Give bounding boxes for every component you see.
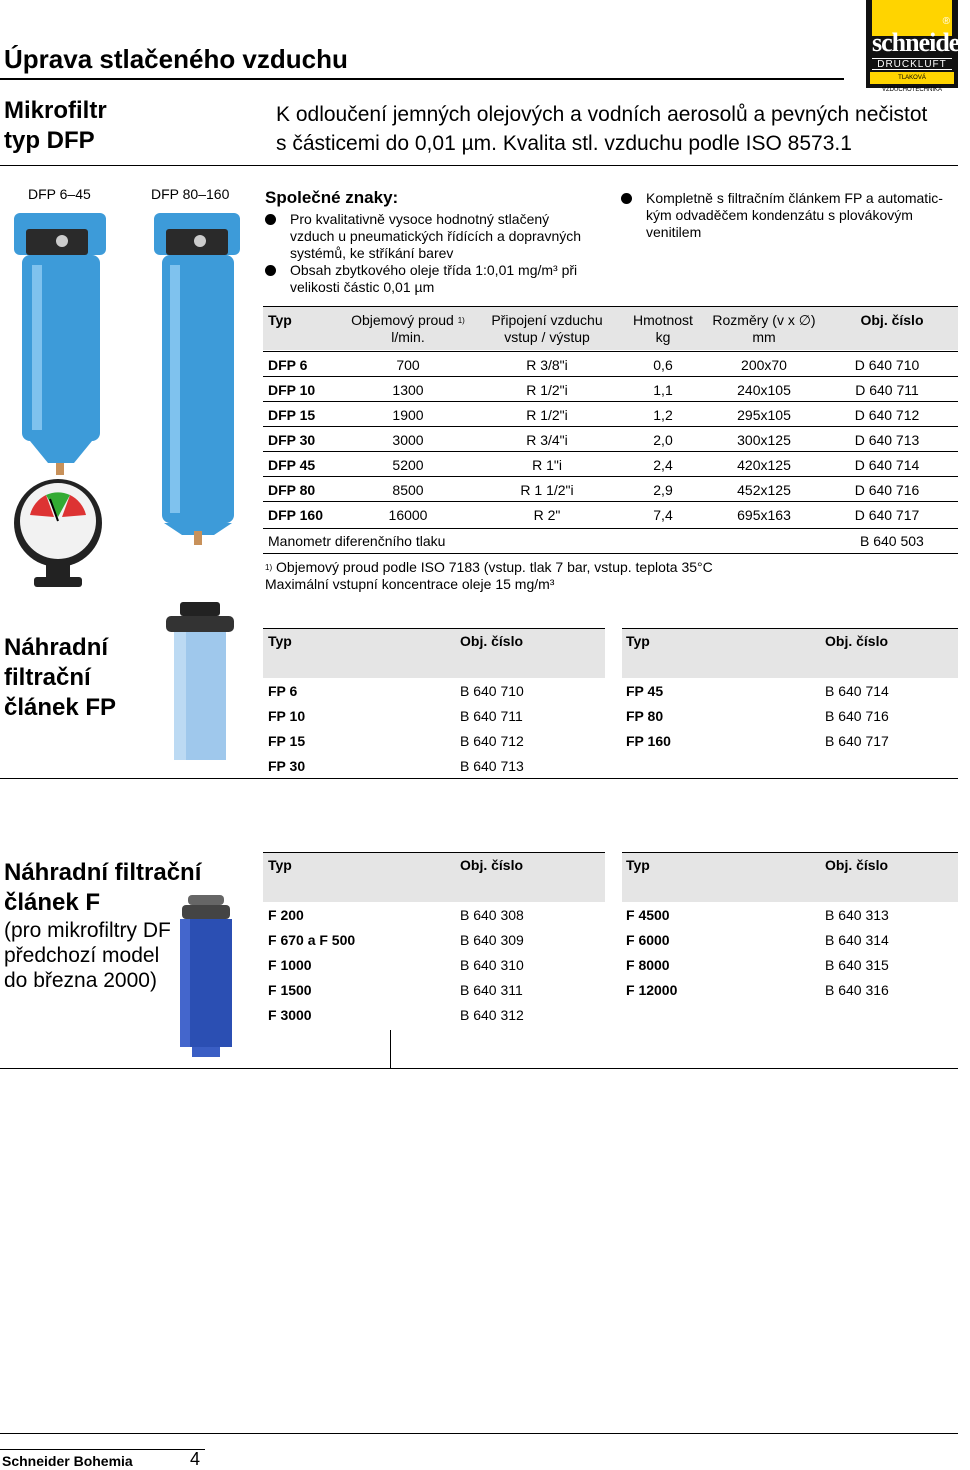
table-row-connection: R 1"i xyxy=(532,457,562,473)
table-row-order: D 640 712 xyxy=(854,407,920,423)
section2-title-3: článek FP xyxy=(4,694,117,721)
section2-title-1: Náhradní xyxy=(4,634,109,661)
table-row-typ: DFP 15 xyxy=(268,407,316,423)
table-row-weight: 2,0 xyxy=(653,432,673,448)
logo-sub2: TLAKOVÁ VZDUCHOTECHNIKA xyxy=(870,72,954,84)
table-row-divider xyxy=(263,426,958,427)
table-row-divider xyxy=(263,401,958,402)
table-row-dimensions: 200x70 xyxy=(741,357,787,373)
image-label-large: DFP 80–160 xyxy=(151,186,230,202)
table-row-connection: R 3/8"i xyxy=(526,357,568,373)
table-row-flow: 3000 xyxy=(392,432,424,448)
table-row-connection: R 3/4"i xyxy=(526,432,568,448)
footnote-2: Maximální vstupní koncentrace oleje 15 mg/m³ xyxy=(265,576,555,592)
fp-row-order: B 640 710 xyxy=(460,683,524,699)
section3-title-2: článek F xyxy=(4,889,101,916)
footer-company: Schneider Bohemia xyxy=(2,1453,133,1469)
table-row-connection: R 1 1/2"i xyxy=(520,482,574,498)
table-row-connection: R 2" xyxy=(533,507,561,523)
bullet-dot xyxy=(265,214,276,225)
table-row-divider xyxy=(263,451,958,452)
f-row-order-b: B 640 314 xyxy=(825,932,889,948)
schneider-logo xyxy=(866,0,970,93)
f-row-typ-b: F 8000 xyxy=(626,957,670,973)
table-row-weight: 7,4 xyxy=(653,507,673,523)
logo-wordmark: schneider xyxy=(872,28,970,57)
f-row-order: B 640 312 xyxy=(460,1007,524,1023)
bullet-text: Pro kvalitativně vysoce hodnotný stlačený xyxy=(290,211,550,227)
fp-col-typ: Typ xyxy=(268,633,292,649)
table-row-dimensions: 300x125 xyxy=(737,432,791,448)
fp-cartridge-icon xyxy=(180,602,220,616)
table-row-order: D 640 716 xyxy=(854,482,920,498)
table-row-dimensions: 452x125 xyxy=(737,482,791,498)
logo-sub: DRUCKLUFT xyxy=(872,58,952,70)
table-row-dimensions: 240x105 xyxy=(737,382,791,398)
f-row-order: B 640 311 xyxy=(460,982,523,998)
col-connection-sub: vstup / výstup xyxy=(504,329,590,345)
f-row-typ-b: F 12000 xyxy=(626,982,678,998)
fp-row-order-b: B 640 714 xyxy=(825,683,889,699)
page-title: Úprava stlačeného vzduchu xyxy=(4,44,348,74)
table-row-weight: 2,4 xyxy=(653,457,673,473)
table-row-order: D 640 714 xyxy=(854,457,920,473)
table-row-flow: 8500 xyxy=(392,482,424,498)
fp-row-order-b: B 640 717 xyxy=(825,733,889,749)
f-cartridge-icon xyxy=(188,895,224,905)
fp-row-order-b: B 640 716 xyxy=(825,708,889,724)
col-dimensions-unit: mm xyxy=(752,329,776,345)
bullet-text: Kompletně s filtračním článkem FP a automatic- xyxy=(646,190,943,206)
table-row-dimensions: 420x125 xyxy=(737,457,791,473)
title-rule xyxy=(0,78,844,80)
table-row-connection: R 1/2"i xyxy=(526,407,568,423)
table-row-order: D 640 710 xyxy=(854,357,920,373)
table-row-typ: DFP 45 xyxy=(268,457,316,473)
bullet-text: systémů, ke stříkání barev xyxy=(290,245,454,261)
fp-cartridge-image xyxy=(160,598,240,768)
footnote-1: $^{1)}$ Objemový proud podle ISO 7183 (vstup. tlak 7 bar, vstup. teplota 35°C xyxy=(265,559,713,575)
table-row-divider xyxy=(263,351,958,352)
image-label-small: DFP 6–45 xyxy=(28,186,91,202)
section1-title-1: Mikrofiltr xyxy=(4,97,107,124)
col-flow: Objemový proud $^{1)}$ xyxy=(351,312,465,328)
table-row-order: D 640 711 xyxy=(855,382,919,398)
bullet-dot xyxy=(621,193,632,204)
table-row-flow: 5200 xyxy=(392,457,424,473)
page-number: 4 xyxy=(190,1449,201,1469)
f-row-typ-b: F 6000 xyxy=(626,932,670,948)
section2-title-2: filtrační xyxy=(4,664,91,691)
table-row-flow: 700 xyxy=(396,357,420,373)
f-row-typ: F 1000 xyxy=(268,957,312,973)
table-row-flow: 1900 xyxy=(392,407,424,423)
f-row-order-b: B 640 316 xyxy=(825,982,889,998)
section1-intro-1: K odloučení jemných olejových a vodních aerosolů a pevných nečistot xyxy=(276,103,928,126)
table-row-flow: 1300 xyxy=(392,382,424,398)
section3-sub-3: do března 2000) xyxy=(4,969,157,992)
section3-sub-1: (pro mikrofiltry DF xyxy=(4,919,171,942)
fp-row-typ: FP 10 xyxy=(268,708,306,724)
table-row-order: D 640 713 xyxy=(854,432,920,448)
features-heading: Společné znaky: xyxy=(265,188,399,207)
table-row-order: D 640 717 xyxy=(854,507,920,523)
col-weight: Hmotnost xyxy=(633,312,693,328)
section1-intro-2: s částicemi do 0,01 µm. Kvalita stl. vzduchu podle ISO 8573.1 xyxy=(276,132,852,155)
f-row-order: B 640 310 xyxy=(460,957,524,973)
f-row-typ-b: F 4500 xyxy=(626,907,670,923)
f-row-typ: F 3000 xyxy=(268,1007,312,1023)
f-row-order-b: B 640 313 xyxy=(825,907,889,923)
section1-rule xyxy=(0,165,958,166)
table-row-flow: 16000 xyxy=(388,507,428,523)
table-row-typ: DFP 30 xyxy=(268,432,316,448)
filter-illustrations xyxy=(0,205,260,595)
table-row-typ: DFP 6 xyxy=(268,357,308,373)
manometer-order: B 640 503 xyxy=(860,533,924,549)
section3-sub-2: předchozí model xyxy=(4,944,160,967)
table-row-divider xyxy=(263,476,958,477)
col-weight-unit: kg xyxy=(655,329,671,345)
fp-row-order: B 640 712 xyxy=(460,733,524,749)
table-row-weight: 1,2 xyxy=(653,407,673,423)
f-row-order-b: B 640 315 xyxy=(825,957,889,973)
fp-col-typ-b: Typ xyxy=(626,633,650,649)
col-typ: Typ xyxy=(268,312,292,328)
table-row-dimensions: 695x163 xyxy=(737,507,791,523)
bullet-text: Obsah zbytkového oleje třída 1:0,01 mg/m³ při xyxy=(290,262,578,278)
f-row-order: B 640 309 xyxy=(460,932,524,948)
table-row-typ: DFP 10 xyxy=(268,382,316,398)
f-col-order: Obj. číslo xyxy=(460,857,524,873)
f-row-typ: F 1500 xyxy=(268,982,312,998)
table-row-typ: DFP 160 xyxy=(268,507,323,523)
table-row-weight: 2,9 xyxy=(653,482,673,498)
registered-mark: ® xyxy=(942,16,950,27)
table-row-typ: DFP 80 xyxy=(268,482,316,498)
table-row-divider xyxy=(263,501,958,502)
col-dimensions: Rozměry (v x ∅) xyxy=(712,312,816,328)
fp-row-order: B 640 711 xyxy=(460,708,523,724)
fp-col-order: Obj. číslo xyxy=(460,633,524,649)
bullet-text: kým odvaděčem kondenzátu s plovákovým xyxy=(646,207,913,223)
f-row-order: B 640 308 xyxy=(460,907,524,923)
bullet-text: velikosti částic 0,01 µm xyxy=(290,279,435,295)
table-row-connection: R 1/2"i xyxy=(526,382,568,398)
bullet-text: vzduch u pneumatických řídících a dopravných xyxy=(290,228,582,244)
fp-col-order-b: Obj. číslo xyxy=(825,633,889,649)
fp-row-typ: FP 6 xyxy=(268,683,298,699)
section3-title-1: Náhradní filtrační xyxy=(4,859,202,886)
f-col-typ: Typ xyxy=(268,857,292,873)
f-row-typ: F 200 xyxy=(268,907,304,923)
f-col-typ-b: Typ xyxy=(626,857,650,873)
fp-row-order: B 640 713 xyxy=(460,758,524,774)
fp-row-typ-b: FP 80 xyxy=(626,708,664,724)
f-col-order-b: Obj. číslo xyxy=(825,857,889,873)
fp-row-typ: FP 30 xyxy=(268,758,306,774)
manometer-label: Manometr diferenčního tlaku xyxy=(268,533,446,549)
table-row-divider xyxy=(263,528,958,529)
f-row-typ: F 670 a F 500 xyxy=(268,932,356,948)
table-row-weight: 0,6 xyxy=(653,357,673,373)
bullet-text: venitilem xyxy=(646,224,702,240)
col-flow-unit: l/min. xyxy=(391,329,425,345)
fp-row-typ-b: FP 45 xyxy=(626,683,664,699)
table-row-weight: 1,1 xyxy=(653,382,673,398)
section1-title-2: typ DFP xyxy=(4,127,95,154)
table-row-dimensions: 295x105 xyxy=(737,407,791,423)
table-row-divider xyxy=(263,376,958,377)
f-cartridge-image xyxy=(172,893,240,1063)
col-order: Obj. číslo xyxy=(860,312,924,328)
fp-row-typ-b: FP 160 xyxy=(626,733,671,749)
col-connection: Připojení vzduchu xyxy=(491,312,603,328)
fp-row-typ: FP 15 xyxy=(268,733,306,749)
bullet-dot xyxy=(265,265,276,276)
